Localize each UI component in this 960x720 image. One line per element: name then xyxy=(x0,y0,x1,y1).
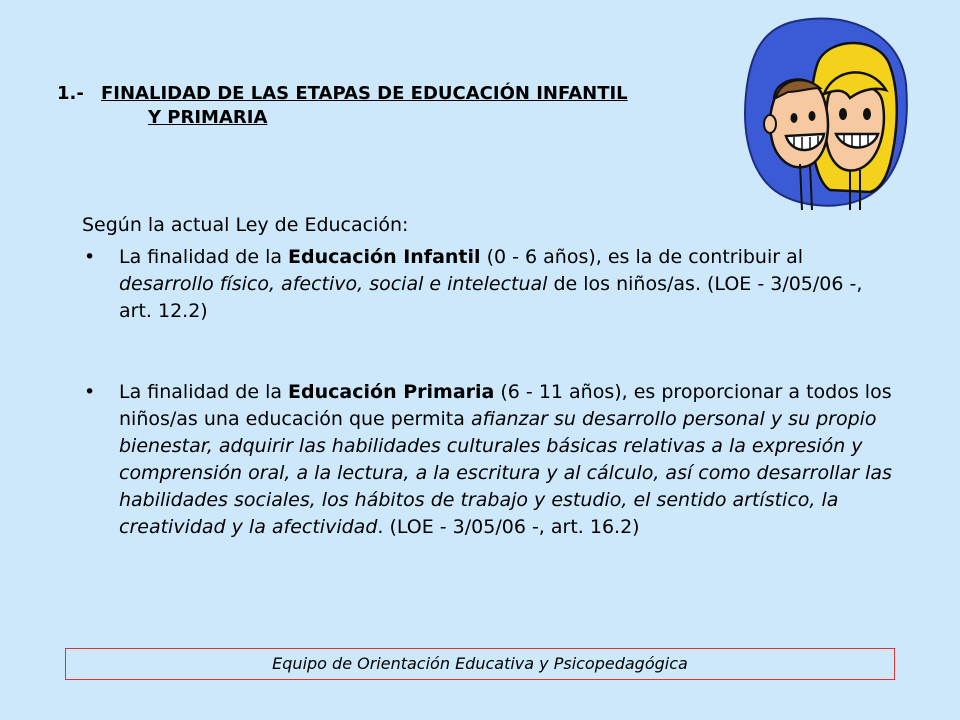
bullet-1-italic: desarrollo físico, afectivo, social e intelectual xyxy=(119,273,548,295)
title-number: 1.- xyxy=(57,83,84,104)
bullet-1-bold: Educación Infantil xyxy=(288,246,481,268)
title-line-1: FINALIDAD DE LAS ETAPAS DE EDUCACIÓN INFANTIL xyxy=(101,83,628,104)
bullet-primaria xyxy=(82,379,892,541)
bullet-1-text-c: de los niños/as. (LOE - 3/05/06 -, art. 12.2) xyxy=(119,273,863,322)
bullet-2-italic: afianzar su desarrollo personal y su propio bienestar, adquirir las habilidades culturales básicas relativas a la expresión y comprensión oral, a la lectura, a la escritura y al cálculo, así como desarrollar las habilidades sociales, los hábitos de trabajo y estudio, el sentido artístico, la creatividad y la afectividad xyxy=(119,408,892,538)
footer-text: Equipo de Orientación Educativa y Psicopedagógica xyxy=(272,654,688,673)
bullet-2-bold: Educación Primaria xyxy=(288,381,495,403)
bullet-2-text-c: . (LOE - 3/05/06 -, art. 16.2) xyxy=(377,516,640,538)
title-line-2: Y PRIMARIA xyxy=(148,107,268,128)
intro-text: Según la actual Ley de Educación: xyxy=(82,214,409,236)
bullet-dot-icon: • xyxy=(84,381,96,403)
bullet-2-text-a: La finalidad de la xyxy=(119,381,289,403)
bullet-list xyxy=(82,244,892,541)
footer-box xyxy=(65,648,895,680)
bullet-1-text-a: La finalidad de la xyxy=(119,246,289,268)
children-faces-clipart-icon xyxy=(740,14,910,210)
bullet-infantil xyxy=(82,244,892,325)
bullet-2-text-b: (6 - 11 años), es proporcionar a todos los niños/as una educación que permita xyxy=(119,381,892,430)
slide-title xyxy=(57,82,737,130)
bullet-dot-icon: • xyxy=(84,246,96,268)
bullet-1-text-b: (0 - 6 años), es la de contribuir al xyxy=(480,246,804,268)
